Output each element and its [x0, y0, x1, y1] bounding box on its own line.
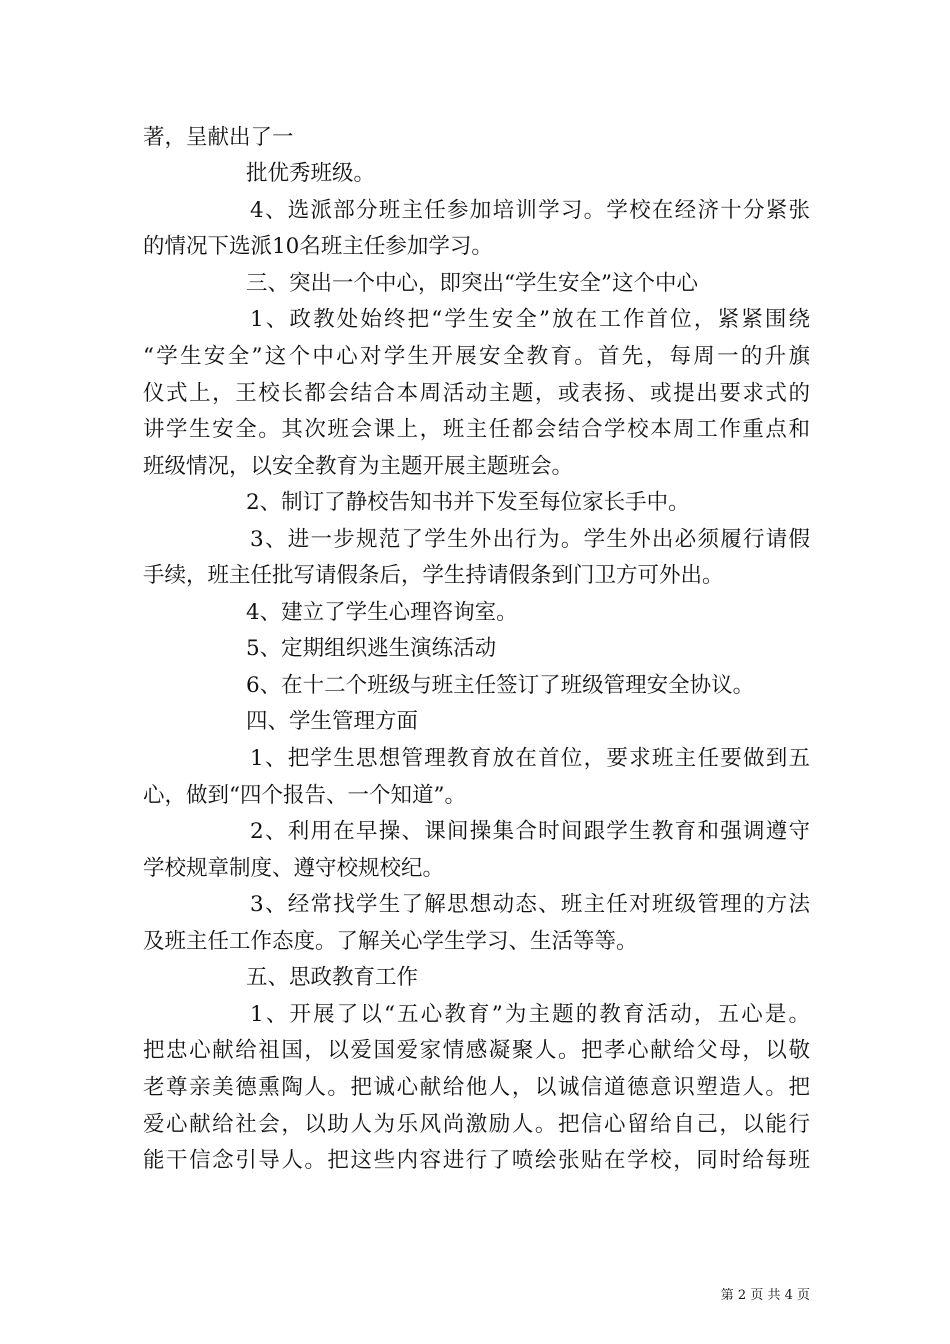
text-line-16: 6、在十二个班级与班主任签订了班级管理安全协议。 — [246, 673, 755, 698]
text-line-29: 能干信念引导人。把这些内容进行了喷绘张贴在学校，同时给每班 — [143, 1148, 810, 1173]
text-line-12: 3、进一步规范了学生外出行为。学生外出必须履行请假 — [250, 527, 810, 552]
text-line-14: 4、建立了学生心理咨询室。 — [246, 600, 518, 625]
text-line-21: 学校规章制度、遵守校规校纪。 — [143, 856, 445, 881]
text-line-1: 著，呈献出了一 — [143, 125, 294, 150]
page-number: 第 2 页 共 4 页 — [720, 1288, 810, 1303]
text-line-10: 班级情况，以安全教育为主题开展主题班会。 — [143, 454, 574, 479]
text-line-20: 2、利用在早操、课间操集合时间跟学生教育和强调遵守 — [250, 819, 810, 844]
text-line-7: “学生安全”这个中心对学生开展安全教育。首先，每周一的升旗 — [143, 344, 810, 369]
text-line-28: 爱心献给社会，以助人为乐风尚激励人。把信心留给自己，以能行 — [143, 1112, 810, 1137]
text-line-22: 3、经常找学生了解思想动态、班主任对班级管理的方法 — [250, 892, 810, 917]
text-line-9: 讲学生安全。其次班会课上，班主任都会结合学校本周工作重点和 — [143, 417, 810, 442]
text-line-11: 2、制订了静校告知书并下发至每位家长手中。 — [246, 490, 690, 515]
text-line-8: 仪式上，王校长都会结合本周活动主题，或表扬、或提出要求式的 — [143, 381, 810, 406]
text-line-25: 1、开展了以“五心教育”为主题的教育活动，五心是。 — [250, 1002, 810, 1027]
section-heading-3: 三、突出一个中心，即突出“学生安全”这个中心 — [246, 271, 698, 296]
text-line-18: 1、把学生思想管理教育放在首位，要求班主任要做到五 — [250, 746, 810, 771]
text-line-13: 手续，班主任批写请假条后，学生持请假条到门卫方可外出。 — [143, 563, 724, 588]
text-line-6: 1、政教处始终把“学生安全”放在工作首位，紧紧围绕 — [250, 307, 810, 332]
section-heading-4: 四、学生管理方面 — [246, 709, 419, 734]
text-line-3: 4、选派部分班主任参加培训学习。学校在经济十分紧张 — [250, 198, 810, 223]
text-line-4: 的情况下选派10名班主任参加学习。 — [143, 234, 493, 259]
text-line-19: 心，做到“四个报告、一个知道”。 — [143, 783, 466, 808]
section-heading-5: 五、思政教育工作 — [246, 965, 419, 990]
text-line-26: 把忠心献给祖国，以爱国爱家情感凝聚人。把孝心献给父母，以敬 — [143, 1038, 810, 1063]
text-line-23: 及班主任工作态度。了解关心学生学习、生活等等。 — [143, 929, 638, 954]
text-line-2: 批优秀班级。 — [246, 161, 376, 186]
text-line-15: 5、定期组织逃生演练活动 — [246, 636, 497, 661]
text-line-27: 老尊亲美德熏陶人。把诚心献给他人，以诚信道德意识塑造人。把 — [143, 1075, 810, 1100]
